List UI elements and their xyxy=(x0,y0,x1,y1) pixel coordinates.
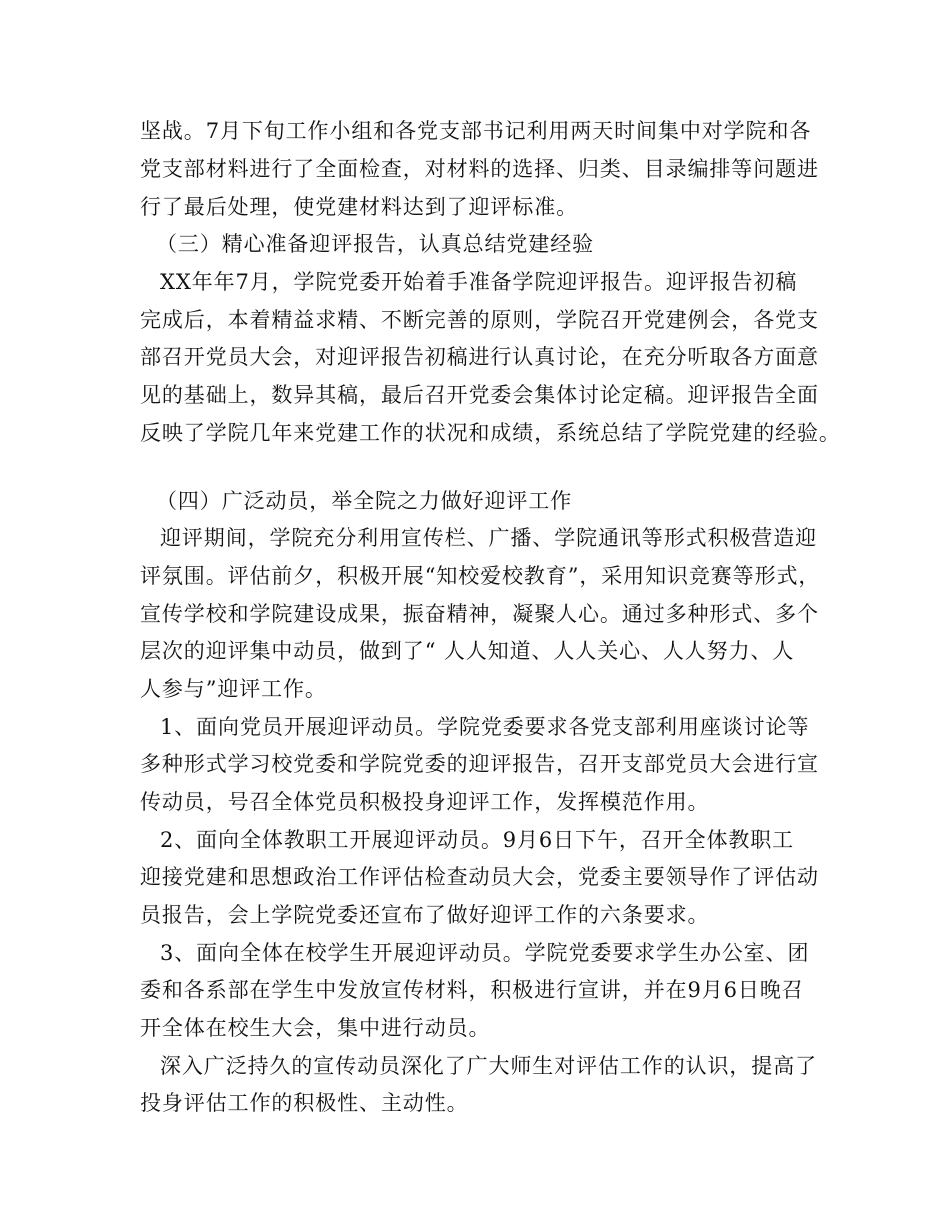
text-line: 深入广泛持久的宣传动员深化了广大师生对评估工作的认识，提高了 xyxy=(160,1054,817,1078)
text-line: 反映了学院几年来党建工作的状况和成绩，系统总结了学院党建的经验。 xyxy=(140,421,841,445)
text-line: 宣传学校和学院建设成果，振奋精神，凝聚人心。通过多种形式、多个 xyxy=(140,602,819,626)
text-line: XX年年7月，学院党委开始着手准备学院迎评报告。迎评报告初稿 xyxy=(160,270,798,294)
text-line: 党支部材料进行了全面检查，对材料的选择、归类、目录编排等问题进 xyxy=(140,157,819,181)
text-line: 见的基础上，数异其稿，最后召开党委会集体讨论定稿。迎评报告全面 xyxy=(140,383,819,407)
text-line: 传动员，号召全体党员积极投身迎评工作，发挥模范作用。 xyxy=(140,790,710,814)
text-line: 1、面向党员开展迎评动员。学院党委要求各党支部利用座谈讨论等 xyxy=(160,715,810,739)
text-line: 开全体在校生大会，集中进行动员。 xyxy=(140,1016,491,1040)
text-line: 评氛围。评估前夕，积极开展“知校爱校教育”，采用知识竞赛等形式， xyxy=(140,564,821,588)
text-line: 完成后，本着精益求精、不断完善的原则，学院召开党建例会，各党支 xyxy=(140,308,819,332)
text-line: 多种形式学习校党委和学院党委的迎评报告，召开支部党员大会进行宣 xyxy=(140,752,819,776)
section-heading: （四）广泛动员，举全院之力做好迎评工作 xyxy=(156,489,573,513)
text-line: 行了最后处理，使党建材料达到了迎评标准。 xyxy=(140,195,578,219)
section-heading: （三）精心准备迎评报告，认真总结党建经验 xyxy=(156,232,594,256)
text-line: 坚战。7月下旬工作小组和各党支部书记利用两天时间集中对学院和各 xyxy=(140,119,812,143)
text-line: 2、面向全体教职工开展迎评动员。9月6日下午，召开全体教职工 xyxy=(160,828,795,852)
text-line: 委和各系部在学生中发放宣传材料，积极进行宣讲，并在9月6日晚召 xyxy=(140,978,804,1002)
text-line: 层次的迎评集中动员，做到了“ 人人知道、人人关心、人人努力、人 xyxy=(140,639,795,663)
text-line: 人参与”迎评工作。 xyxy=(140,677,327,701)
text-line: 3、面向全体在校学生开展迎评动员。学院党委要求学生办公室、团 xyxy=(160,941,810,965)
text-line: 投身评估工作的积极性、主动性。 xyxy=(140,1091,469,1115)
text-line: 部召开党员大会，对迎评报告初稿进行认真讨论，在充分听取各方面意 xyxy=(140,345,819,369)
text-line: 迎评期间，学院充分利用宣传栏、广播、学院通讯等形式积极营造迎 xyxy=(160,526,817,550)
text-line: 员报告，会上学院党委还宣布了做好迎评工作的六条要求。 xyxy=(140,903,710,927)
text-line: 迎接党建和思想政治工作评估检查动员大会，党委主要领导作了评估动 xyxy=(140,865,819,889)
